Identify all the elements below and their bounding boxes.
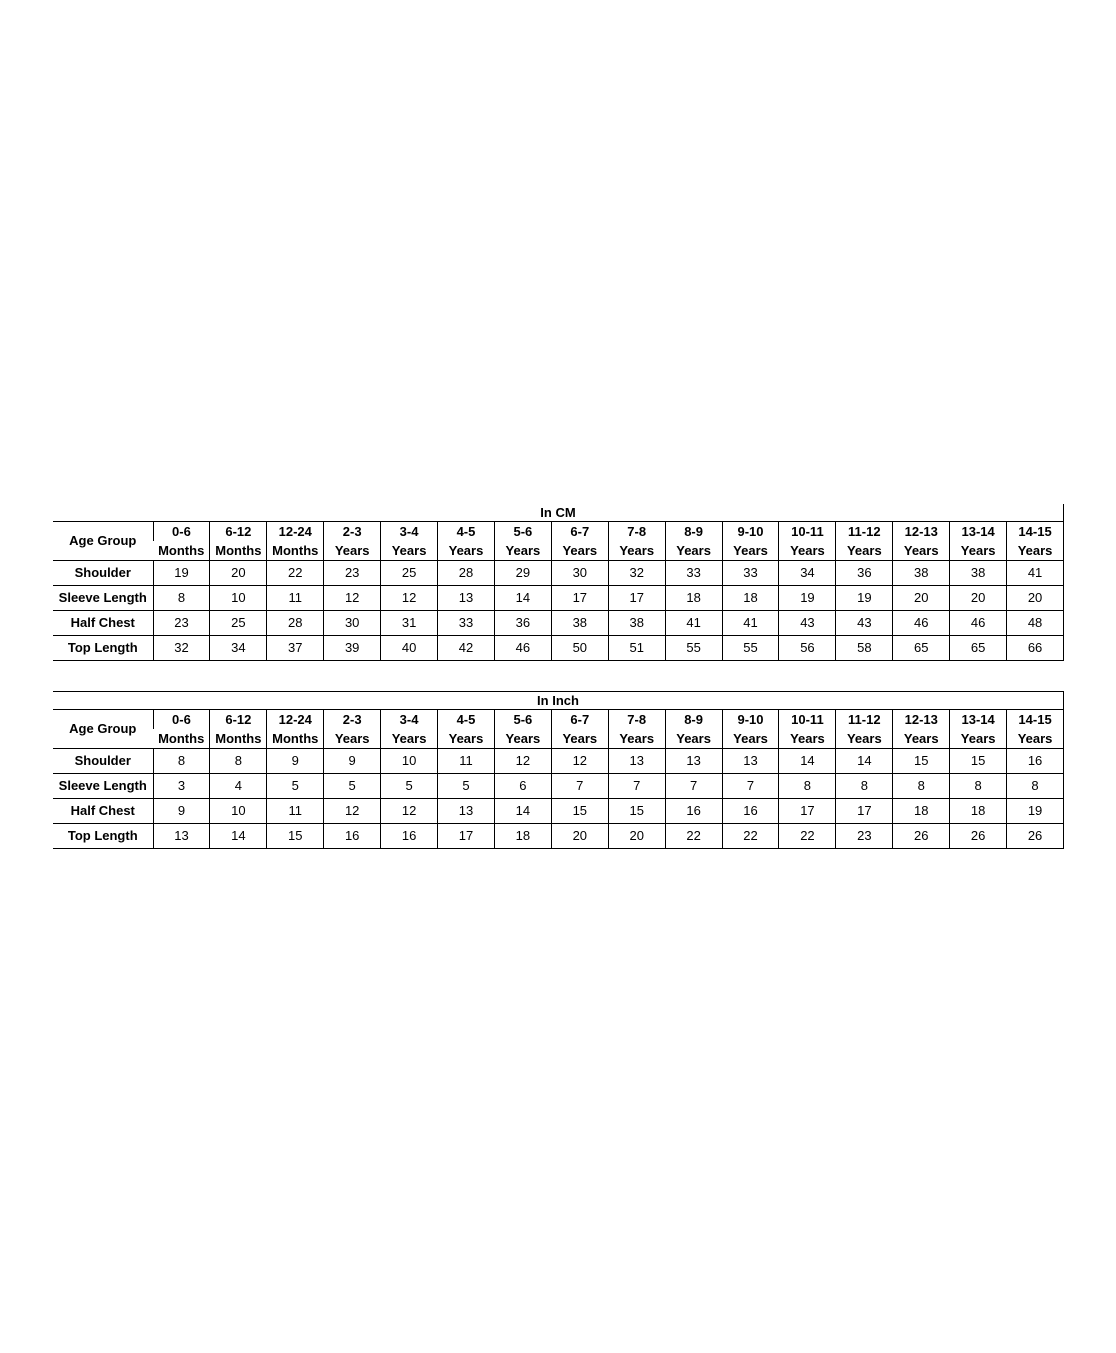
table-cell: 32: [608, 561, 665, 586]
table-cell: 14: [494, 799, 551, 824]
table-cell: 23: [836, 824, 893, 849]
age-unit-header: Years: [1007, 541, 1064, 561]
table-cell: 55: [665, 636, 722, 661]
age-unit-header: Years: [608, 541, 665, 561]
table-cell: 12: [551, 749, 608, 774]
table-cell: 65: [950, 636, 1007, 661]
table-cell: 48: [1007, 611, 1064, 636]
table-cell: 41: [1007, 561, 1064, 586]
table-cell: 58: [836, 636, 893, 661]
age-range-header: 10-11: [779, 710, 836, 730]
table-cell: 46: [893, 611, 950, 636]
table-row: [53, 824, 1064, 849]
table-cell: 26: [950, 824, 1007, 849]
table-cell: 15: [551, 799, 608, 824]
table-cell: 36: [494, 611, 551, 636]
table-row: [53, 636, 1064, 661]
table-cell: 56: [779, 636, 836, 661]
age-unit-header: Months: [158, 542, 205, 558]
table-cell: 38: [893, 561, 950, 586]
row-label: Sleeve Length: [53, 774, 153, 799]
table-cell: 18: [893, 799, 950, 824]
age-unit-header: Years: [950, 541, 1007, 561]
table-cell: 8: [779, 774, 836, 799]
table-cell: 12: [324, 586, 381, 611]
table-cell: 19: [1007, 799, 1064, 824]
table-cell: 38: [608, 611, 665, 636]
table-cell: 9: [267, 749, 324, 774]
age-range-header: 5-6: [494, 710, 551, 730]
table-cell: 8: [836, 774, 893, 799]
table-cell: 4: [210, 774, 267, 799]
table-cell: 50: [551, 636, 608, 661]
age-range-header: 3-4: [381, 710, 438, 730]
table-cell: 22: [665, 824, 722, 849]
age-range-header: 4-5: [438, 710, 495, 730]
age-range-header: 0-6: [153, 710, 210, 730]
header-row: [53, 710, 1064, 730]
table-cell: 9: [324, 749, 381, 774]
table-cell: 38: [551, 611, 608, 636]
age-unit-header: Months: [210, 729, 267, 749]
age-unit-header: Years: [836, 541, 893, 561]
age-unit-header: Months: [267, 541, 324, 561]
age-unit-header: Years: [893, 541, 950, 561]
table-cell: 5: [438, 774, 495, 799]
row-label: Shoulder: [53, 749, 153, 774]
age-range-header: 12-13: [893, 710, 950, 730]
table-cell: 14: [779, 749, 836, 774]
table-cell: 11: [438, 749, 495, 774]
table-cell: 29: [494, 561, 551, 586]
age-range-header: 10-11: [779, 522, 836, 542]
table-cell: 17: [438, 824, 495, 849]
table-cell: 33: [438, 611, 495, 636]
age-range-header: 13-14: [950, 522, 1007, 542]
table-cell: 22: [779, 824, 836, 849]
table-cell: 28: [438, 561, 495, 586]
table-cell: 15: [950, 749, 1007, 774]
table-cell: 33: [722, 561, 779, 586]
age-range-header: 13-14: [950, 710, 1007, 730]
age-range-header: 12-24: [267, 710, 324, 730]
table-cell: 17: [608, 586, 665, 611]
age-range-header: 6-7: [551, 710, 608, 730]
table-cell: 36: [836, 561, 893, 586]
age-unit-header: Months: [158, 730, 205, 746]
table-cell: 13: [438, 799, 495, 824]
table-cell: 32: [153, 636, 210, 661]
table-cell: 19: [779, 586, 836, 611]
table-cell: 23: [324, 561, 381, 586]
table-cell: 8: [1007, 774, 1064, 799]
age-range-header: 2-3: [324, 522, 381, 542]
table-cell: 18: [665, 586, 722, 611]
table-cell: 65: [893, 636, 950, 661]
table-cell: 15: [893, 749, 950, 774]
table-row: [53, 749, 1064, 774]
table-row: [53, 799, 1064, 824]
age-unit-header: Years: [494, 541, 551, 561]
table-cell: 34: [779, 561, 836, 586]
age-unit-header: Years: [551, 541, 608, 561]
age-range-header: 5-6: [494, 522, 551, 542]
table-cell: 11: [267, 586, 324, 611]
table-cell: 26: [1007, 824, 1064, 849]
age-range-header: 3-4: [381, 522, 438, 542]
table-cell: 16: [665, 799, 722, 824]
table-cell: 13: [722, 749, 779, 774]
age-range-header: 6-12: [210, 710, 267, 730]
table-cell: 12: [324, 799, 381, 824]
table-cell: 22: [267, 561, 324, 586]
age-range-header: 6-7: [551, 522, 608, 542]
age-unit-header: Years: [324, 729, 381, 749]
table-cell: 10: [210, 799, 267, 824]
age-unit-header: Years: [1007, 729, 1064, 749]
age-unit-header: Years: [836, 729, 893, 749]
table-cell: 12: [494, 749, 551, 774]
table-cell: 9: [153, 799, 210, 824]
table-cell: 18: [722, 586, 779, 611]
table-cell: 20: [950, 586, 1007, 611]
table-cell: 12: [381, 586, 438, 611]
table-cell: 25: [210, 611, 267, 636]
age-range-header: 14-15: [1007, 710, 1064, 730]
age-group-header: Age Group: [53, 710, 153, 749]
table-cell: 17: [779, 799, 836, 824]
table-cell: 14: [210, 824, 267, 849]
age-unit-header: Years: [665, 729, 722, 749]
table-title: In Inch: [53, 692, 1064, 710]
table-cell: 46: [950, 611, 1007, 636]
table-cell: 7: [551, 774, 608, 799]
age-range-header: 12-13: [893, 522, 950, 542]
table-row: [53, 774, 1064, 799]
table-cell: 14: [836, 749, 893, 774]
table-cell: 20: [608, 824, 665, 849]
table-cell: 31: [381, 611, 438, 636]
table-cell: 13: [665, 749, 722, 774]
table-cell: 5: [267, 774, 324, 799]
age-unit-header: Years: [779, 541, 836, 561]
table-cell: 17: [551, 586, 608, 611]
table-cell: 20: [551, 824, 608, 849]
table-cell: 8: [893, 774, 950, 799]
table-cell: 7: [608, 774, 665, 799]
table-cell: 7: [665, 774, 722, 799]
age-unit-header: Years: [551, 729, 608, 749]
row-label: Top Length: [53, 636, 153, 661]
table-cell: 18: [494, 824, 551, 849]
row-label: Sleeve Length: [53, 586, 153, 611]
table-cell: 37: [267, 636, 324, 661]
table-cell: 39: [324, 636, 381, 661]
age-range-header: 0-6: [153, 522, 210, 542]
age-unit-header: Years: [665, 541, 722, 561]
row-label: Top Length: [53, 824, 153, 849]
age-range-header: 14-15: [1007, 522, 1064, 542]
table-cell: 43: [836, 611, 893, 636]
table-cell: 23: [153, 611, 210, 636]
age-range-header: 2-3: [324, 710, 381, 730]
age-unit-header: Years: [608, 729, 665, 749]
age-unit-header: Years: [438, 729, 495, 749]
table-title-row: [53, 692, 1064, 710]
age-unit-header: Years: [324, 541, 381, 561]
age-unit-header: Years: [950, 729, 1007, 749]
age-unit-header: Years: [381, 729, 438, 749]
age-range-header: 12-24: [267, 522, 324, 542]
table-cell: 20: [210, 561, 267, 586]
table-cell: 41: [722, 611, 779, 636]
age-unit-header: Months: [267, 729, 324, 749]
table-cell: 15: [608, 799, 665, 824]
table-cell: 34: [210, 636, 267, 661]
header-unit-row: [53, 541, 1064, 561]
age-unit-header: Years: [494, 729, 551, 749]
table-cell: 13: [608, 749, 665, 774]
table-cell: 17: [836, 799, 893, 824]
table-cell: 66: [1007, 636, 1064, 661]
table-cell: 8: [210, 749, 267, 774]
age-range-header: 11-12: [836, 710, 893, 730]
age-range-header: 8-9: [665, 710, 722, 730]
age-range-header: 11-12: [836, 522, 893, 542]
table-cell: 30: [551, 561, 608, 586]
table-cell: 19: [153, 561, 210, 586]
table-cell: 16: [324, 824, 381, 849]
table-cell: 14: [494, 586, 551, 611]
table-cell: 41: [665, 611, 722, 636]
table-title: In CM: [53, 504, 1064, 522]
table-cell: 16: [381, 824, 438, 849]
row-label: Shoulder: [53, 561, 153, 586]
age-range-header: 8-9: [665, 522, 722, 542]
table-cell: 15: [267, 824, 324, 849]
size-table-cm: [53, 504, 1064, 661]
header-unit-row: [53, 729, 1064, 749]
table-cell: 8: [950, 774, 1007, 799]
table-cell: 19: [836, 586, 893, 611]
row-label: Half Chest: [53, 799, 153, 824]
table-cell: 25: [381, 561, 438, 586]
table-cell: 7: [722, 774, 779, 799]
table-cell: 28: [267, 611, 324, 636]
table-row: [53, 561, 1064, 586]
table-cell: 11: [267, 799, 324, 824]
age-range-header: 9-10: [722, 522, 779, 542]
table-cell: 43: [779, 611, 836, 636]
table-title-row: [53, 504, 1064, 522]
table-cell: 22: [722, 824, 779, 849]
age-unit-header: Years: [438, 541, 495, 561]
age-unit-header: Years: [893, 729, 950, 749]
table-cell: 51: [608, 636, 665, 661]
table-cell: 42: [438, 636, 495, 661]
table-row: [53, 586, 1064, 611]
size-table-inch: [53, 691, 1064, 849]
table-cell: 6: [494, 774, 551, 799]
age-range-header: 7-8: [608, 522, 665, 542]
table-cell: 13: [153, 824, 210, 849]
age-unit-header: Years: [381, 541, 438, 561]
table-row: [53, 611, 1064, 636]
table-cell: 55: [722, 636, 779, 661]
table-cell: 12: [381, 799, 438, 824]
table-cell: 30: [324, 611, 381, 636]
table-cell: 20: [1007, 586, 1064, 611]
age-range-header: 4-5: [438, 522, 495, 542]
row-label: Half Chest: [53, 611, 153, 636]
table-cell: 13: [438, 586, 495, 611]
table-cell: 8: [153, 586, 210, 611]
table-cell: 40: [381, 636, 438, 661]
age-unit-header: Months: [210, 541, 267, 561]
table-cell: 5: [381, 774, 438, 799]
age-range-header: 9-10: [722, 710, 779, 730]
table-cell: 8: [153, 749, 210, 774]
table-cell: 20: [893, 586, 950, 611]
table-cell: 18: [950, 799, 1007, 824]
age-unit-header: Years: [722, 541, 779, 561]
age-unit-header: Years: [722, 729, 779, 749]
age-unit-header: Years: [779, 729, 836, 749]
table-cell: 38: [950, 561, 1007, 586]
table-cell: 3: [153, 774, 210, 799]
age-range-header: 7-8: [608, 710, 665, 730]
table-cell: 10: [381, 749, 438, 774]
table-cell: 26: [893, 824, 950, 849]
table-cell: 46: [494, 636, 551, 661]
age-group-header: Age Group: [53, 522, 153, 561]
table-cell: 33: [665, 561, 722, 586]
age-range-header: 6-12: [210, 522, 267, 542]
table-cell: 5: [324, 774, 381, 799]
table-cell: 10: [210, 586, 267, 611]
header-row: [53, 522, 1064, 542]
table-cell: 16: [1007, 749, 1064, 774]
table-cell: 16: [722, 799, 779, 824]
